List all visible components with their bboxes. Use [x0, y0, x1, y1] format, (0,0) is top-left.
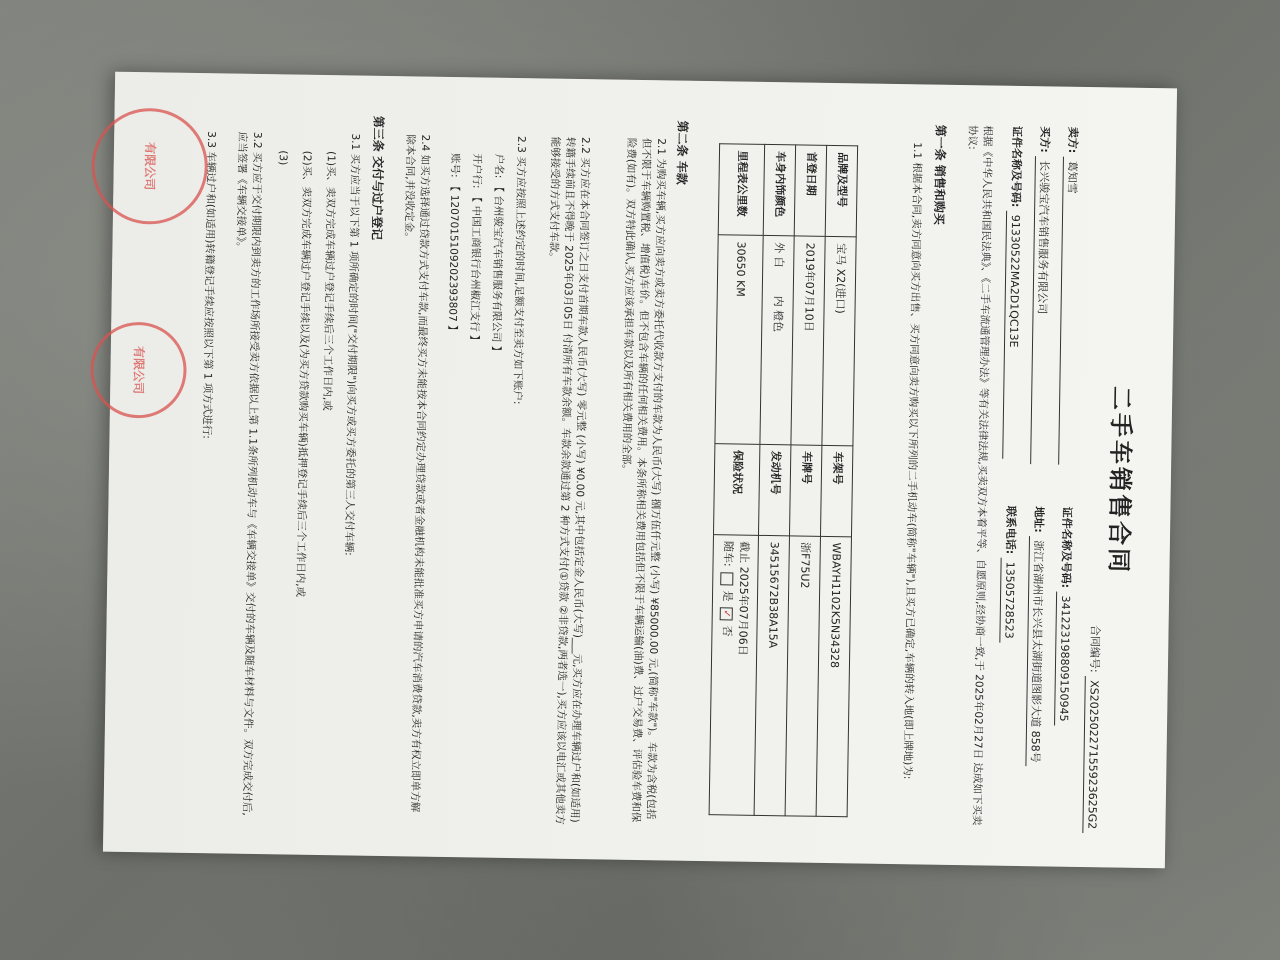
no-label: 否	[720, 625, 734, 637]
buyer-address-value: 浙江省湖州市长兴县太湖街道图影大道 858号	[1025, 536, 1046, 767]
color-value: 外 白 内 橙色	[760, 235, 794, 444]
registration-value: 2019年07月10日	[791, 236, 825, 445]
company-seal	[91, 107, 209, 225]
clause-3-1-option-3: (3)	[276, 150, 289, 166]
page-title: 二手车销售合同	[1104, 385, 1136, 576]
buyer-id-row	[1002, 126, 1024, 459]
insurance-follow-label: 随车:	[721, 540, 735, 567]
contract-number-label: 合同编号:	[1087, 624, 1102, 673]
article-1-heading: 第一条 销售和购买	[931, 124, 948, 225]
insurance-label: 保险状况	[714, 443, 760, 535]
mileage-label: 里程表公里数	[718, 144, 764, 236]
vin-label: 车架号	[820, 445, 852, 536]
insurance-value: 截止 2025年07月06日	[736, 541, 751, 656]
bank-row: 开户行: 【 中国工商银行台州椒江支行 】	[467, 153, 483, 346]
clause-3-1-option-2: (2)买、卖双方完成车辆过户登记手续以及(为买方贷款购买车辆)抵押登记手续后三个工作日内,或	[293, 150, 313, 598]
plate-value: 浙F75U2	[785, 535, 820, 816]
insurance-cell	[709, 534, 758, 815]
vin-value: WBAYH1102K5N34328	[816, 536, 851, 817]
account-name-row: 户名: 【 台州骏宝汽车销售服务有限公司 】	[489, 153, 505, 357]
buyer-id-value: 91330522MA2D1QC13E	[1002, 211, 1023, 459]
account-number-label: 账号:	[448, 152, 461, 178]
clause-3-3: 3.3 车辆过户和(如适用)转籍登记手续应按照以下第 1 项方式进行:	[200, 131, 218, 439]
yes-checkbox[interactable]	[721, 572, 734, 585]
no-checkbox[interactable]: ✓	[720, 607, 733, 620]
seller-id-label: 证件名称及号码:	[1059, 506, 1074, 589]
engine-value: 34515672B38A15A	[754, 535, 789, 816]
article-3-heading: 第三条 交付与过户登记	[369, 115, 386, 241]
buyer-phone-label: 联系电话:	[1003, 505, 1018, 555]
brand-value: 宝马 X2(进口)	[822, 236, 856, 445]
clause-3-1-option-1: (1)买、卖双方完成车辆过户登记手续后三个工作日内,或	[320, 151, 337, 411]
vehicle-table	[709, 143, 859, 817]
account-name-label: 户名:	[492, 153, 505, 179]
buyer-address-label: 地址:	[1032, 506, 1046, 533]
buyer-label: 买方:	[1038, 126, 1052, 153]
contract-number-value: XS20250227155923625G2	[1082, 676, 1101, 833]
buyer-name: 长兴骏宝汽车销售服务有限公司	[1030, 156, 1052, 464]
clause-2-2: 2.2 买方应在本合同签订之日支付首期车款人民币(大写) 零元整 (小写) ¥0.00 元,其中包括定金人民币(大写)___元,买方应在办理车辆过户和(如适用)转籍手续前且不得晚于 2025年03月05日 付清所有车款余额。车款余款通过第 2 种方式支付(①贷款 ②非贷款,两者选一),买方应该以电汇或其他卖方能够接受的方式支付车款。	[546, 136, 592, 825]
clause-2-3: 2.3 买方应按照上述约定的时间,足额支付至卖方如下账户:	[511, 135, 528, 405]
clause-2-4: 2.4 如买方选择通过贷款方式支付车款,而最终买方未能按本合同约定办理贷款或者金融机构未能批准买方申请的汽车消费贷款,卖方有权立即单方解除本合同,并没收定金。	[402, 134, 432, 813]
account-number-value: 1207015109202393807	[446, 194, 461, 322]
seller-id-value: 341223198809150945	[1054, 591, 1073, 725]
registration-label: 首登日期	[794, 145, 826, 236]
clause-3-1: 3.1 买方应当于以下第 1 项所确定的时间("交付期限")向买方或买方委托的第三人交付车辆:	[342, 133, 362, 556]
contract-paper	[103, 72, 1177, 869]
buyer-phone-row	[999, 506, 1018, 643]
article-2-heading: 第二条 车款	[674, 120, 690, 185]
clause-3-2: 3.2 买方应于交付期限内到卖方的工作场所接受卖方依据以上第 1.1条所列机动车与《车辆交接单》交付的车辆及随车材料与文件。双方完成交付后,应当签署《车辆交接单》。	[234, 131, 264, 816]
seller-id-row	[1054, 507, 1074, 726]
brand-label: 品牌及型号	[825, 145, 857, 236]
buyer-address-row	[1025, 506, 1046, 767]
yes-label: 是	[720, 590, 735, 602]
bank-value: 中国工商银行台州椒江支行	[468, 205, 483, 332]
preamble: 根据《中华人民共和国民法典》、《二手车流通管理办法》等有关法律法规,买卖双方本着平等、自愿原则,经协商一致,于 2025年02月27日 达成如下买卖协议:	[965, 125, 994, 826]
seller-name: 葛知雪	[1058, 157, 1080, 465]
seller-row	[1058, 127, 1080, 465]
company-seal-2	[90, 321, 187, 418]
engine-label: 发动机号	[758, 444, 790, 535]
buyer-row	[1030, 126, 1052, 464]
account-number-row: 账号: 【 1207015109202393807 】	[446, 152, 461, 336]
plate-label: 车牌号	[789, 444, 821, 535]
account-name-value: 台州骏宝汽车销售服务有限公司	[489, 195, 505, 343]
contract-number	[1082, 625, 1102, 833]
bank-label: 开户行:	[470, 153, 483, 189]
buyer-phone-value: 13505728523	[999, 558, 1017, 643]
color-label: 车身内饰颜色	[763, 144, 795, 235]
buyer-id-label: 证件名称及号码:	[1009, 125, 1024, 208]
mileage-value: 30650 KM	[715, 235, 763, 444]
seller-label: 卖方:	[1066, 126, 1080, 154]
seal-text: 有限公司	[142, 142, 158, 191]
clause-2-1: 2.1 为购买车辆,买方应向卖方或卖方委托代收款方支付的车款为人民币(大写) 捌万伍仟元整 (小写) ¥85000.00 元,(简称"车款")。车款为含税(包括但不限于车辆购置税、增值税)车价。但不包含车辆的任何相关费用。本条所称相关费用包括但不限于车辆运输(油)费、过户交易费、评估验车费和保险费(如有)。双方特此确认,买方应该承担车款以及所有相关费用的全部。	[619, 137, 668, 823]
seal-text-2: 有限公司	[131, 345, 146, 395]
clause-1-1: 1.1 根据本合同,卖方同意向买方出售、买方同意向卖方购买以下所列的二手机动车(简称"车辆"),且买方已确定,车辆的转入地(即上牌地)为:	[901, 142, 924, 780]
